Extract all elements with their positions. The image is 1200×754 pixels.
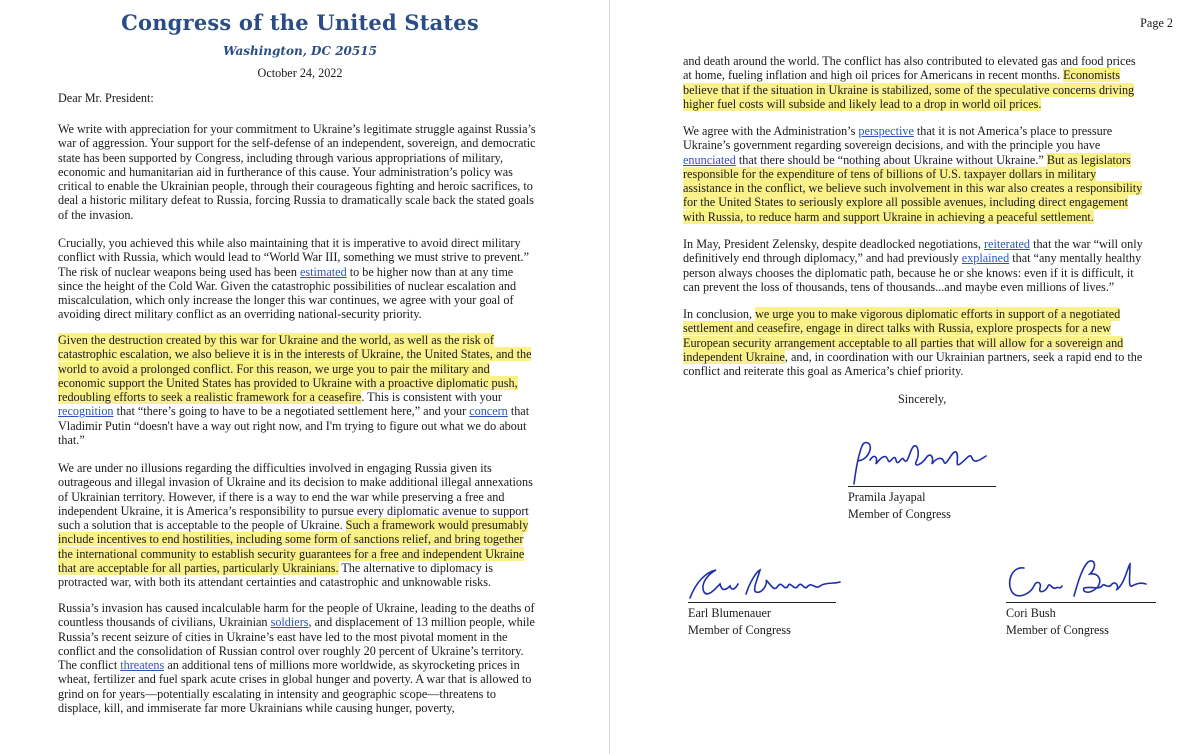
highlighted-text: But as legislators responsible for the expenditure of tens of billions of U.S. taxpayer dollars in military assistance in the conflict, we believe such involvement in this war also creates a responsibility for the United States to seriously explore all possible avenues, including direct engagement with Russia, to reduce harm and support Ukraine in achieving a peaceful settlement. <box>683 152 1143 224</box>
signature-line <box>848 486 996 487</box>
inline-link[interactable]: threatens <box>120 658 165 673</box>
body-paragraph <box>58 333 538 447</box>
inline-link[interactable]: enunciated <box>683 152 736 167</box>
paragraph-text: that there should be “nothing about Ukraine without Ukraine.” <box>735 152 1047 167</box>
paragraph-text: and death around the world. The conflict has also contributed to elevated gas and food prices at home, fueling inflation and high oil prices for Americans in recent months. <box>683 54 1136 83</box>
letterhead-address: Washington, DC 20515 <box>223 44 377 58</box>
salutation: Dear Mr. President: <box>58 91 154 105</box>
letter-page-2 <box>612 0 1200 754</box>
inline-link[interactable]: concern <box>469 404 508 419</box>
paragraph-text: The alternative to diplomacy is protracted war, with both its attendant certainties and catastrophic and unknowable risks. <box>58 561 493 590</box>
paragraph-text: that “any mentally healthy person always chooses the diplomatic path, because he or she knows: even if it is difficult, it can prevent the loss of thousands, tens of thousands...and maybe even millions of lives.” <box>683 251 1142 294</box>
signatory-1 <box>848 486 996 523</box>
body-paragraph <box>683 237 1143 294</box>
inline-link[interactable]: soldiers <box>270 615 309 630</box>
signatory-name: Earl Blumenauer <box>688 606 771 620</box>
signature-line <box>688 602 836 603</box>
inline-link[interactable]: explained <box>961 251 1010 266</box>
paragraph-text: . This is consistent with your <box>361 390 502 405</box>
paragraph-text: an additional tens of millions more worldwide, as skyrocketing prices in wheat, fertilizer and fuel spark acute crises in global hunger and poverty. A war that is allowed to grind on for years—potentially escalating in intensity and geographic scope—threatens to displace, kill, and immiserate far more Ukrainians while causing hunger, poverty, <box>58 658 532 716</box>
signatory-2 <box>688 602 836 639</box>
inline-link[interactable]: recognition <box>58 404 114 419</box>
paragraph-text: that the war “will only definitively end through diplomacy,” and had previously <box>683 237 1143 266</box>
paragraph-text: , and displacement of 13 million people, while Russia’s recent seizure of cities in Ukraine’s east have led to the most pivotal moment in the conflict and the consolidation of Russian control over roughly 20 percent of Ukraine’s territory. The conflict <box>58 615 535 673</box>
paragraph-text: that it is not America’s place to pressure Ukraine’s government regarding sovereign decisions, and with the principle you have <box>683 124 1113 153</box>
signatory-name: Cori Bush <box>1006 606 1056 620</box>
body-paragraph <box>58 236 538 322</box>
letter-date: October 24, 2022 <box>257 66 343 80</box>
inline-link[interactable]: estimated <box>299 264 347 279</box>
body-paragraph <box>58 122 538 222</box>
paragraph-text: to be higher now than at any time since the height of the Cold War. Given the catastrophic possibilities of nuclear escalation and miscalculation, which only increase the longer this war continues, we agree with your goal of avoiding direct military conflict as an overriding national-security priority. <box>58 264 517 322</box>
paragraph-text: , and, in coordination with our Ukrainian partners, seek a rapid end to the conflict and reiterate this goal as America’s chief priority. <box>683 349 1143 379</box>
inline-link[interactable]: perspective <box>858 124 914 138</box>
paragraph-text: that “there’s going to have to be a negotiated settlement here,” and your <box>113 404 470 419</box>
paragraph-text: that Vladimir Putin “doesn't have a way out right now, and I'm trying to figure out what we do about that.” <box>58 404 530 448</box>
paragraph-text: We agree with the Administration’s <box>683 124 859 138</box>
body-paragraph <box>58 461 538 590</box>
inline-link[interactable]: reiterated <box>984 237 1031 251</box>
paragraph-text: We are under no illusions regarding the difficulties involved in engaging Russia given its outrageous and illegal invasion of Ukraine and its decision to make additional illegal annexations of Ukrainian territory. However, if there is a way to end the war while preserving a free and independent Ukraine, it is America’s responsibility to pursue every diplomatic avenue to support such a solution that is acceptable to the people of Ukraine. <box>58 461 533 533</box>
body-paragraph <box>683 124 1143 224</box>
signatory-title: Member of Congress <box>1006 623 1109 637</box>
signatory-title: Member of Congress <box>848 507 951 521</box>
highlighted-text: Such a framework would presumably include incentives to end hostilities, including some form of sanctions relief, and bring together the international community to establish security guarantees for a free and independent Ukraine that are acceptable for all parties, particularly Ukrainians. <box>58 518 529 576</box>
paragraph-text: We write with appreciation for your commitment to Ukraine’s legitimate struggle against Russia’s war of aggression. Your support for the self-defense of an independent, sovereign, and democratic state has been supported by Congress, including through various appropriations of military, economic and humanitarian aid in furtherance of this cause. Your administration’s policy was critical to enable the Ukrainian people, through their courageous fighting and heroic sacrifices, to deal a historic military defeat to Russia, forcing Russia to dramatically scale back the stated goals of the invasion. <box>58 122 536 222</box>
body-paragraph <box>683 54 1143 111</box>
page-divider <box>609 0 610 754</box>
closing: Sincerely, <box>898 392 947 406</box>
signatory-name: Pramila Jayapal <box>848 490 926 504</box>
paragraph-text: Russia’s invasion has caused incalculable harm for the people of Ukraine, leading to the deaths of countless thousands of civilians, Ukrainian <box>58 601 535 630</box>
signature-bush <box>1004 556 1154 606</box>
body-paragraph <box>683 307 1143 378</box>
highlighted-text: Economists believe that if the situation in Ukraine is stabilized, some of the speculative concerns driving higher fuel costs will subside and likely lead to a drop in world oil prices. <box>683 68 1135 111</box>
body-paragraph <box>58 601 538 715</box>
paragraph-text: In May, President Zelensky, despite deadlocked negotiations, <box>683 237 984 251</box>
highlighted-text: we urge you to make vigorous diplomatic efforts in support of a negotiated settlement and ceasefire, engage in direct talks with Russia, explore prospects for a new European security arrangement acceptable to all parties that will allow for a sovereign and independent Ukraine <box>683 307 1124 364</box>
signatory-title: Member of Congress <box>688 623 791 637</box>
signature-line <box>1006 602 1156 603</box>
highlighted-text: Given the destruction created by this war for Ukraine and the world, as well as the risk of catastrophic escalation, we also believe it is in the interests of Ukraine, the United States, and the world to avoid a prolonged conflict. For this reason, we urge you to pair the military and economic support the United States has provided to Ukraine with a proactive diplomatic push, redoubling efforts to seek a realistic framework for a ceasefire <box>58 333 532 405</box>
paragraph-text: In conclusion, <box>683 307 756 321</box>
paragraph-text: Crucially, you achieved this while also maintaining that it is imperative to avoid direct military conflict with Russia, which would lead to “World War III, something we must strive to prevent.” The risk of nuclear weapons being used has been <box>58 236 529 279</box>
page-gutter <box>600 0 612 754</box>
signature-jayapal <box>848 438 998 490</box>
page-number: Page 2 <box>1140 16 1173 30</box>
signatory-3 <box>1006 602 1156 639</box>
letterhead-title: Congress of the United States <box>121 10 479 35</box>
